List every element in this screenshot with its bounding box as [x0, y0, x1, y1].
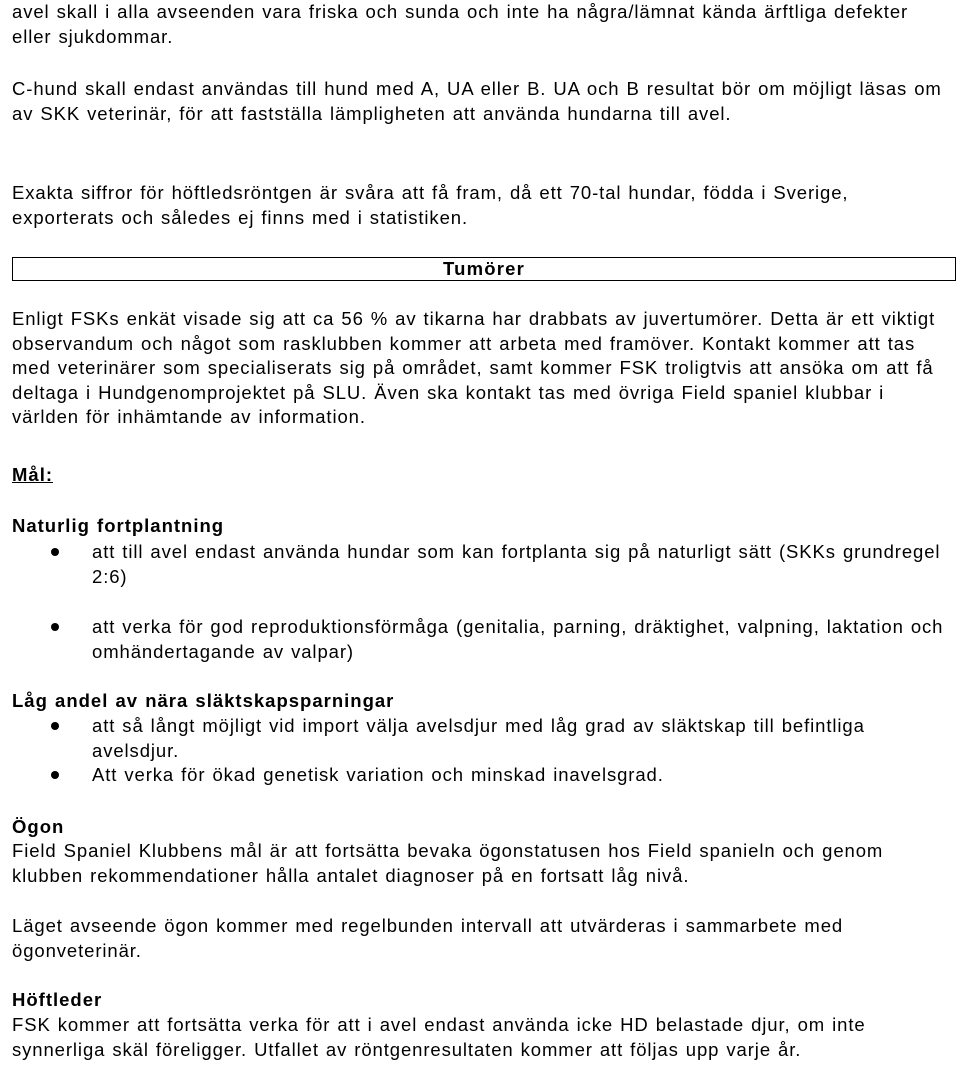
intro-paragraph-3: Exakta siffror för höftledsröntgen är svåra att få fram, då ett 70-tal hundar, födda i Sverige, exporterats och således ej finns med i statistiken.: [12, 182, 849, 228]
section-banner-tumorer: Tumörer: [12, 257, 956, 281]
list-item-text: att verka för god reproduktionsförmåga (genitalia, parning, dräktighet, valpning, laktation och omhändertagande av valpar): [92, 616, 944, 662]
list-item: [12, 540, 952, 589]
list-item: [12, 763, 952, 788]
intro-paragraph-2: C-hund skall endast användas till hund med A, UA eller B. UA och B resultat bör om möjligt läsas om av SKK veterinär, för att fastställa lämpligheten att använda hundarna till avel.: [12, 78, 942, 124]
mal-heading: Mål:: [12, 464, 53, 485]
ogon-paragraph-2: Läget avseende ögon kommer med regelbunden intervall att utvärderas i sammarbete med ögonveterinär.: [12, 915, 844, 961]
list-item: [12, 615, 952, 664]
list-item-text: att så långt möjligt vid import välja avelsdjur med låg grad av släktskap till befintliga avelsdjur.: [92, 715, 865, 761]
ogon-paragraph-1: Field Spaniel Klubbens mål är att fortsätta bevaka ögonstatusen hos Field spanieln och genom klubben rekommendationer hålla antalet diagnoser på en fortsatt låg nivå.: [12, 840, 884, 886]
slaktskap-heading: Låg andel av nära släktskapsparningar: [12, 690, 395, 711]
bullet-icon: [51, 623, 59, 631]
naturlig-fortplantning-list-2: [12, 615, 952, 664]
ogon-heading: Ögon: [12, 816, 65, 837]
list-item: [12, 714, 952, 763]
bullet-icon: [51, 548, 59, 556]
bullet-icon: [51, 771, 59, 779]
naturlig-fortplantning-heading: Naturlig fortplantning: [12, 515, 225, 536]
naturlig-fortplantning-list: [12, 540, 952, 589]
list-item-text: att till avel endast använda hundar som kan fortplanta sig på naturligt sätt (SKKs grundregel 2:6): [92, 541, 941, 587]
slaktskap-list: [12, 714, 952, 788]
bullet-icon: [51, 722, 59, 730]
hoftleder-paragraph: FSK kommer att fortsätta verka för att i avel endast använda icke HD belastade djur, om inte synnerliga skäl föreligger. Utfallet av röntgenresultaten kommer att följas upp varje år.: [12, 1014, 866, 1060]
intro-paragraph-1: avel skall i alla avseenden vara friska och sunda och inte ha några/lämnat kända ärftliga defekter eller sjukdommar.: [12, 1, 909, 47]
list-item-text: Att verka för ökad genetisk variation och minskad inavelsgrad.: [92, 764, 664, 785]
tumorer-paragraph: Enligt FSKs enkät visade sig att ca 56 % av tikarna har drabbats av juvertumörer. Detta är ett viktigt observandum och något som rasklubben kommer att arbeta med framöver. Kontakt kommer att tas med veterinärer som specialiserats sig på området, samt kommer FSK troligtvis att ansöka om att få deltaga i Hundgenomprojektet på SLU. Även ska kontakt tas med övriga Field spaniel klubbar i världen för inhämtande av information.: [12, 308, 936, 427]
hoftleder-heading: Höftleder: [12, 989, 103, 1010]
